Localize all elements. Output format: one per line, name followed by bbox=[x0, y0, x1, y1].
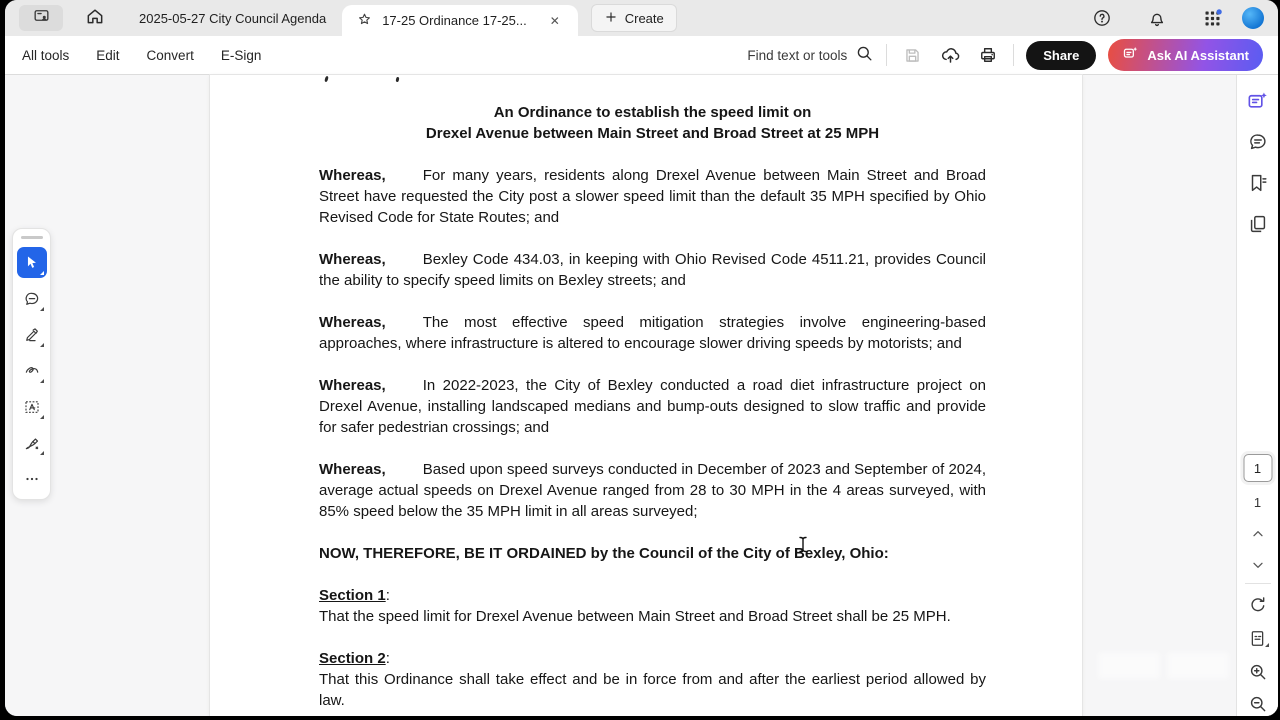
ordained-clause: NOW, THEREFORE, BE IT ORDAINED by the Council of the City of Bexley, Ohio: bbox=[319, 545, 889, 562]
divider bbox=[886, 44, 887, 66]
toolbar-drag-handle[interactable] bbox=[21, 236, 43, 239]
whereas-paragraph bbox=[319, 165, 986, 228]
help-icon bbox=[1092, 8, 1112, 28]
find-text-button[interactable] bbox=[747, 44, 874, 66]
current-page: 1 bbox=[1253, 460, 1262, 476]
menu-bar-right bbox=[747, 39, 1263, 71]
whereas-paragraph bbox=[319, 375, 986, 438]
whereas-body: The most effective speed mitigation strategies involve engineering-based approaches, where infrastructure is altered to encourage slower driving speeds by motorists; and bbox=[319, 314, 986, 352]
document-viewer bbox=[5, 75, 1278, 716]
pdf-page[interactable] bbox=[210, 75, 1082, 716]
menu-all-tools[interactable]: All tools bbox=[22, 47, 70, 63]
whereas-lead: Whereas, bbox=[319, 251, 386, 268]
chat-sparkle-icon bbox=[1122, 45, 1139, 65]
page-number-input[interactable] bbox=[1243, 454, 1272, 482]
whereas-lead: Whereas, bbox=[319, 314, 386, 331]
section-body: That the speed limit for Drexel Avenue between Main Street and Broad Street shall be 25 MPH. bbox=[319, 608, 951, 625]
comments-panel-icon bbox=[1247, 131, 1269, 153]
menu-bar bbox=[5, 36, 1278, 75]
divider bbox=[1245, 583, 1271, 584]
star-icon[interactable] bbox=[356, 11, 373, 31]
create-tab-button[interactable] bbox=[591, 4, 677, 32]
app-grid-icon bbox=[1202, 8, 1223, 29]
ask-ai-assistant-button[interactable] bbox=[1108, 39, 1263, 71]
printer-icon bbox=[978, 45, 998, 65]
ordinance-sections bbox=[319, 585, 986, 711]
more-tools-button[interactable] bbox=[17, 463, 47, 494]
tab-label: 2025-05-27 City Council Agenda bbox=[139, 10, 327, 26]
whereas-lead: Whereas, bbox=[319, 167, 386, 184]
ai-assistant-icon bbox=[1246, 90, 1269, 113]
bookmarks-icon bbox=[1247, 172, 1269, 194]
total-pages: 1 bbox=[1253, 495, 1262, 510]
draw-icon bbox=[23, 362, 41, 380]
page-content bbox=[319, 75, 986, 711]
watermark bbox=[1098, 652, 1229, 679]
comment-tool-button[interactable] bbox=[17, 283, 47, 314]
chevron-down-icon bbox=[1250, 557, 1266, 573]
next-page-button[interactable] bbox=[1244, 553, 1272, 577]
search-icon bbox=[855, 44, 874, 66]
divider bbox=[1013, 44, 1014, 66]
cloud-upload-icon bbox=[940, 45, 961, 66]
highlight-tool-button[interactable] bbox=[17, 319, 47, 350]
quick-tools-toolbar bbox=[12, 228, 51, 500]
select-arrow-icon bbox=[23, 254, 40, 271]
chevron-up-icon bbox=[1250, 526, 1266, 542]
fit-page-icon bbox=[1248, 629, 1267, 648]
ai-assistant-panel-button[interactable] bbox=[1245, 88, 1271, 114]
fill-sign-icon bbox=[23, 434, 41, 452]
zoom-in-icon bbox=[1248, 662, 1268, 682]
app-menu-button[interactable] bbox=[19, 5, 63, 31]
plus-icon bbox=[604, 10, 618, 27]
previous-page-button[interactable] bbox=[1244, 522, 1272, 546]
notifications-button[interactable] bbox=[1144, 5, 1170, 31]
whereas-clauses bbox=[319, 165, 986, 522]
create-label: Create bbox=[624, 10, 664, 26]
close-icon[interactable]: ✕ bbox=[549, 13, 560, 28]
pages-icon bbox=[1247, 213, 1269, 235]
rotate-icon bbox=[1248, 595, 1268, 615]
notification-dot bbox=[1216, 9, 1221, 14]
ask-ai-label: Ask AI Assistant bbox=[1147, 47, 1249, 63]
select-text-tool-button[interactable] bbox=[17, 391, 47, 422]
zoom-in-button[interactable] bbox=[1244, 660, 1272, 684]
upload-button[interactable] bbox=[937, 42, 963, 68]
whereas-paragraph bbox=[319, 312, 986, 354]
title-line-2: Drexel Avenue between Main Street and Broad Street at 25 MPH bbox=[425, 125, 880, 142]
select-text-icon bbox=[23, 398, 41, 416]
whereas-paragraph bbox=[319, 459, 986, 522]
section-heading: Section 2 bbox=[319, 650, 386, 667]
home-icon bbox=[85, 6, 105, 31]
page-fit-button[interactable] bbox=[1244, 626, 1272, 650]
tab-city-council-agenda[interactable] bbox=[125, 0, 340, 36]
ordinance-section: Section 1: That the speed limit for Drexel Avenue between Main Street and Broad Street shall be 25 MPH. bbox=[319, 585, 986, 627]
save-icon bbox=[903, 46, 922, 65]
fill-sign-tool-button[interactable] bbox=[17, 427, 47, 458]
ordinance-section: Section 2: That this Ordinance shall take effect and be in force from and after the earliest period allowed by law. bbox=[319, 650, 986, 709]
select-tool-button[interactable] bbox=[17, 247, 47, 278]
window-user-icon bbox=[32, 6, 51, 30]
tab-ordinance-active[interactable] bbox=[342, 5, 578, 36]
share-label: Share bbox=[1043, 47, 1080, 63]
print-button[interactable] bbox=[975, 42, 1001, 68]
more-icon bbox=[23, 470, 41, 488]
whereas-lead: Whereas, bbox=[319, 377, 386, 394]
share-button[interactable] bbox=[1026, 41, 1096, 70]
comments-panel-button[interactable] bbox=[1245, 129, 1271, 155]
tab-label: 17-25 Ordinance 17-25... bbox=[382, 13, 527, 28]
menu-items bbox=[22, 48, 261, 63]
menu-convert[interactable]: Convert bbox=[146, 47, 194, 63]
highlighter-icon bbox=[23, 326, 41, 344]
comment-icon bbox=[23, 290, 41, 308]
zoom-out-icon bbox=[1248, 694, 1268, 714]
rail-panels bbox=[1237, 75, 1278, 237]
rotate-page-button[interactable] bbox=[1244, 593, 1272, 617]
find-label: Find text or tools bbox=[747, 47, 848, 63]
right-panel-rail bbox=[1236, 75, 1278, 716]
whereas-paragraph bbox=[319, 249, 986, 291]
menu-esign[interactable]: E-Sign bbox=[220, 47, 262, 63]
menu-edit[interactable]: Edit bbox=[96, 47, 120, 63]
draw-tool-button[interactable] bbox=[17, 355, 47, 386]
help-button[interactable] bbox=[1089, 5, 1115, 31]
whereas-body: Bexley Code 434.03, in keeping with Ohio Revised Code 4511.21, provides Council the ability to specify speed limits on Bexley streets; and bbox=[319, 251, 986, 289]
ordinance-title bbox=[319, 102, 986, 144]
avatar[interactable] bbox=[1242, 7, 1264, 29]
save-button[interactable] bbox=[899, 42, 925, 68]
zoom-out-button[interactable] bbox=[1244, 692, 1272, 716]
text-cursor bbox=[798, 536, 808, 553]
pages-panel-button[interactable] bbox=[1245, 211, 1271, 237]
whereas-body: Based upon speed surveys conducted in December of 2023 and September of 2024, average actual speeds on Drexel Avenue ranged from 28 to 30 MPH in the 4 areas surveyed, with 85% speed below the 35 MPH limit in all areas surveyed; bbox=[319, 461, 986, 520]
app-grid-button[interactable] bbox=[1199, 5, 1225, 31]
whereas-body: In 2022-2023, the City of Bexley conducted a road diet infrastructure project on Drexel Avenue, installing landscaped medians and bump-outs designed to slow traffic and provide for safer pedestrian crossings; and bbox=[319, 377, 986, 436]
bell-icon bbox=[1147, 8, 1167, 28]
section-heading: Section 1 bbox=[319, 587, 386, 604]
whereas-body: For many years, residents along Drexel Avenue between Main Street and Broad Street have requested the City post a slower speed limit than the default 35 MPH specified by Ohio Revised Code for State Routes; and bbox=[319, 167, 986, 226]
bookmarks-panel-button[interactable] bbox=[1245, 170, 1271, 196]
acrobat-window bbox=[5, 0, 1278, 716]
tab-bar bbox=[5, 0, 1278, 36]
tab-bar-right bbox=[1089, 5, 1264, 31]
title-line-1: An Ordinance to establish the speed limit on bbox=[493, 104, 812, 121]
home-button[interactable] bbox=[81, 4, 109, 32]
whereas-lead: Whereas, bbox=[319, 461, 386, 478]
section-body: That this Ordinance shall take effect and be in force from and after the earliest period allowed by law. bbox=[319, 671, 986, 709]
